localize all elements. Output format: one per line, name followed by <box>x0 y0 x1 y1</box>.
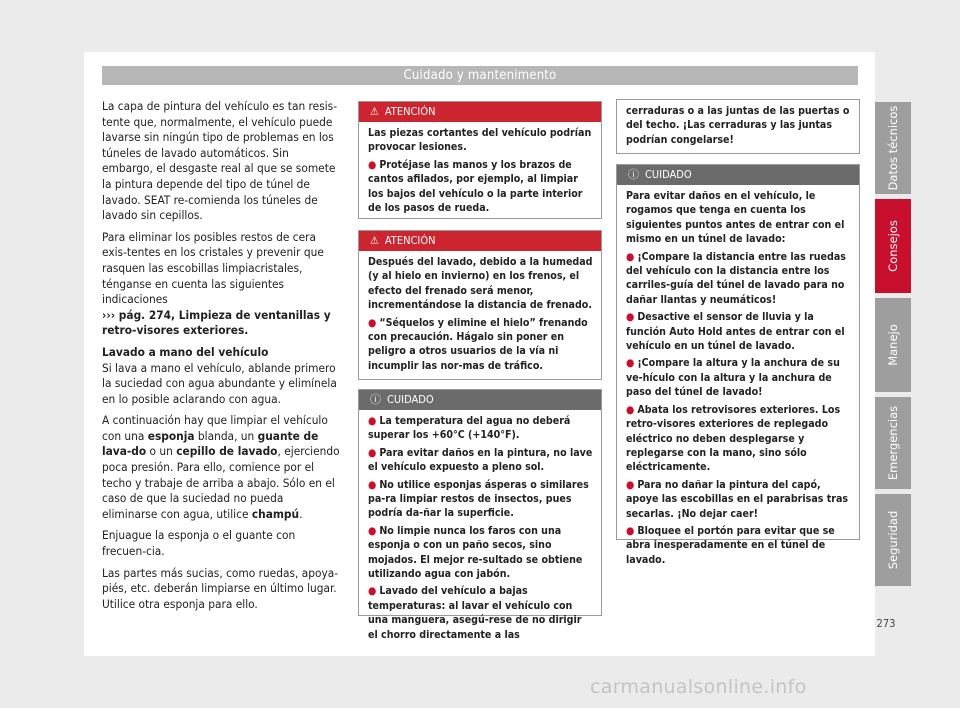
warning-box: ⚠ ATENCIÓN Las piezas cortantes del vehículo podrían provocar lesiones. ● Protéjase las manos y los brazos de cantos afilados, por ejemplo, al limpiar los bajos del vehículo o la parte interior de los pasos de rueda. <box>358 101 602 219</box>
info-circle-icon: ⓘ <box>628 168 639 181</box>
page-number: 273 <box>876 617 896 630</box>
list-item: ● ¡Compare la altura y la anchura de su ve-hículo con la altura y la anchura de paso del túnel de lavado! <box>626 357 840 399</box>
list-item: ● Bloquee el portón para evitar que se abra inesperadamente en el túnel de lavado. <box>626 524 835 566</box>
list-item: ● No limpie nunca los faros con una esponja o con un paño secos, sino mojados. El mejor re-sultado se obtiene utilizando agua con jabón. <box>368 524 583 581</box>
paragraph: La capa de pintura del vehículo es tan resis-tente que, normalmente, el vehículo puede lavarse sin ningún tipo de problemas en los túneles de lavado automáticos. Sin embargo, el desgaste real al que se somete la pintura depende del tipo de túnel de lavado. SEAT re-comienda los túneles de lavado sin cepillos. <box>102 99 338 223</box>
warning-header: ⚠ ATENCIÓN <box>359 102 601 122</box>
list-item: ● Protéjase las manos y los brazos de cantos afilados, por ejemplo, al limpiar los bajos del vehículo o la parte interior de los pasos de rueda. <box>368 158 583 215</box>
paragraph: Si lava a mano el vehículo, ablande primero la suciedad con agua abundante y elimínela en lo posible aclarando con agua. <box>102 360 337 406</box>
tab-manejo[interactable]: Manejo <box>875 298 911 392</box>
main-text-column <box>102 99 342 618</box>
list-item: ● “Séquelos y elimine el hielo” frenando con precaución. Hágalo sin poner en peligro a otros usuarios de la vía ni incumplir las nor-mas de tráfico. <box>368 316 588 372</box>
paragraph: Enjuague la esponja o el guante con frecuen-cia. <box>102 528 296 559</box>
warning-header: ⚠ ATENCIÓN <box>359 231 601 251</box>
list-item: ● No utilice esponjas ásperas o similares pa-ra limpiar restos de insectos, pues podría da-ñar la superficie. <box>368 478 589 520</box>
paragraph: Para eliminar los posibles restos de cera exis-tentes en los cristales y prevenir que rasquen las escobillas limpiacristales, ténganse en cuenta las siguientes indicaciones ››› pág. 274, Limpieza de ventanillas y retro-visores exteriores. <box>102 229 331 338</box>
caution-header: ⓘ CUIDADO <box>359 390 601 410</box>
paragraph: Las partes más sucias, como ruedas, apoya-piés, etc. deberán limpiarse en último lugar. Utilice otra esponja para ello. <box>102 565 339 611</box>
paragraph: A continuación hay que limpiar el vehículo con una esponja blanda, un guante de lava-do o un cepillo de lavado, ejerciendo poca presión. Para ello, comience por el techo y trabaje de arriba a abajo. Sólo en el caso de que la suciedad no pueda eliminarse con agua, utilice champú. <box>102 413 340 521</box>
warning-triangle-icon: ⚠ <box>370 234 379 247</box>
caution-box: ⓘ CUIDADO Para evitar daños en el vehículo, le rogamos que tenga en cuenta los siguientes puntos antes de entrar con el mismo en un túnel de lavado: ● ¡Compare la distancia entre las ruedas del vehículo con la distancia entre los carriles-guía del túnel de lavado para no dañar llantas y neumáticos! ● Desactive el sensor de lluvia y la función Auto Hold antes de entrar con el vehículo en un túnel de lavado. ● ¡Compare la altura y la anchura de su ve-hículo con la altura y la anchura de paso del túnel de lavado! ● Abata los retrovisores exteriores. Los retro-visores exteriores de replegado eléctrico no deben desplegarse y replegarse con la mano, sino sólo eléctricamente. ● Para no dañar la pintura del capó, apoye las escobillas en el parabrisas tras secarlas. ¡No dejar caer! ● Bloquee el portón para evitar que se abra inesperadamente en el túnel de lavado. <box>616 164 860 540</box>
warning-box: ⚠ ATENCIÓN Después del lavado, debido a la humedad (y al hielo en invierno) en los frenos, el efecto del frenado será menor, incrementándose la distancia de frenado. ● “Séquelos y elimine el hielo” frenando con precaución. Hágalo sin poner en peligro a otros usuarios de la vía ni incumplir las nor-mas de tráfico. <box>358 230 602 380</box>
continued-box: cerraduras o a las juntas de las puertas o del techo. ¡Las cerraduras y las juntas podrían congelarse! <box>616 99 860 154</box>
warning-triangle-icon: ⚠ <box>370 105 379 118</box>
list-item: ● Para evitar daños en la pintura, no lave el vehículo expuesto a pleno sol. <box>368 446 593 474</box>
list-item: ● ¡Compare la distancia entre las ruedas del vehículo con la distancia entre los carriles-guía del túnel de lavado para no dañar llantas y neumáticos! <box>626 250 846 306</box>
tab-datos-tecnicos[interactable]: Datos técnicos <box>875 102 911 194</box>
caution-box <box>358 389 602 641</box>
tab-emergencias[interactable]: Emergencias <box>875 397 911 489</box>
info-circle-icon: ⓘ <box>370 393 381 406</box>
list-item: ● La temperatura del agua no deberá superar los +60°C (+140°F). <box>368 415 571 442</box>
list-item: ● Lavado del vehículo a bajas temperaturas: al lavar el vehículo con una manguera, asegú-rese de no dirigir el chorro directamente a las <box>368 585 582 641</box>
caution-header: ⓘ CUIDADO <box>617 165 859 185</box>
list-item: ● Desactive el sensor de lluvia y la función Auto Hold antes de entrar con el vehículo en un túnel de lavado. <box>626 311 845 353</box>
watermark: carmanualsonline.info <box>590 676 807 698</box>
tab-seguridad[interactable]: Seguridad <box>875 494 911 586</box>
list-item: ● Abata los retrovisores exteriores. Los retro-visores exteriores de replegado eléctrico no deben desplegarse y replegarse con la mano, sino sólo eléctricamente. <box>626 403 841 474</box>
page-reference-link[interactable]: ››› pág. 274, Limpieza de ventanillas y retro-visores exteriores. <box>102 307 331 338</box>
tab-consejos[interactable]: Consejos <box>875 199 911 293</box>
list-item: ● Para no dañar la pintura del capó, apoye las escobillas en el parabrisas tras secarlas. ¡No dejar caer! <box>626 478 849 520</box>
section-subtitle: Lavado a mano del vehículo <box>102 344 269 359</box>
page-header: Cuidado y mantenimento <box>102 66 858 85</box>
